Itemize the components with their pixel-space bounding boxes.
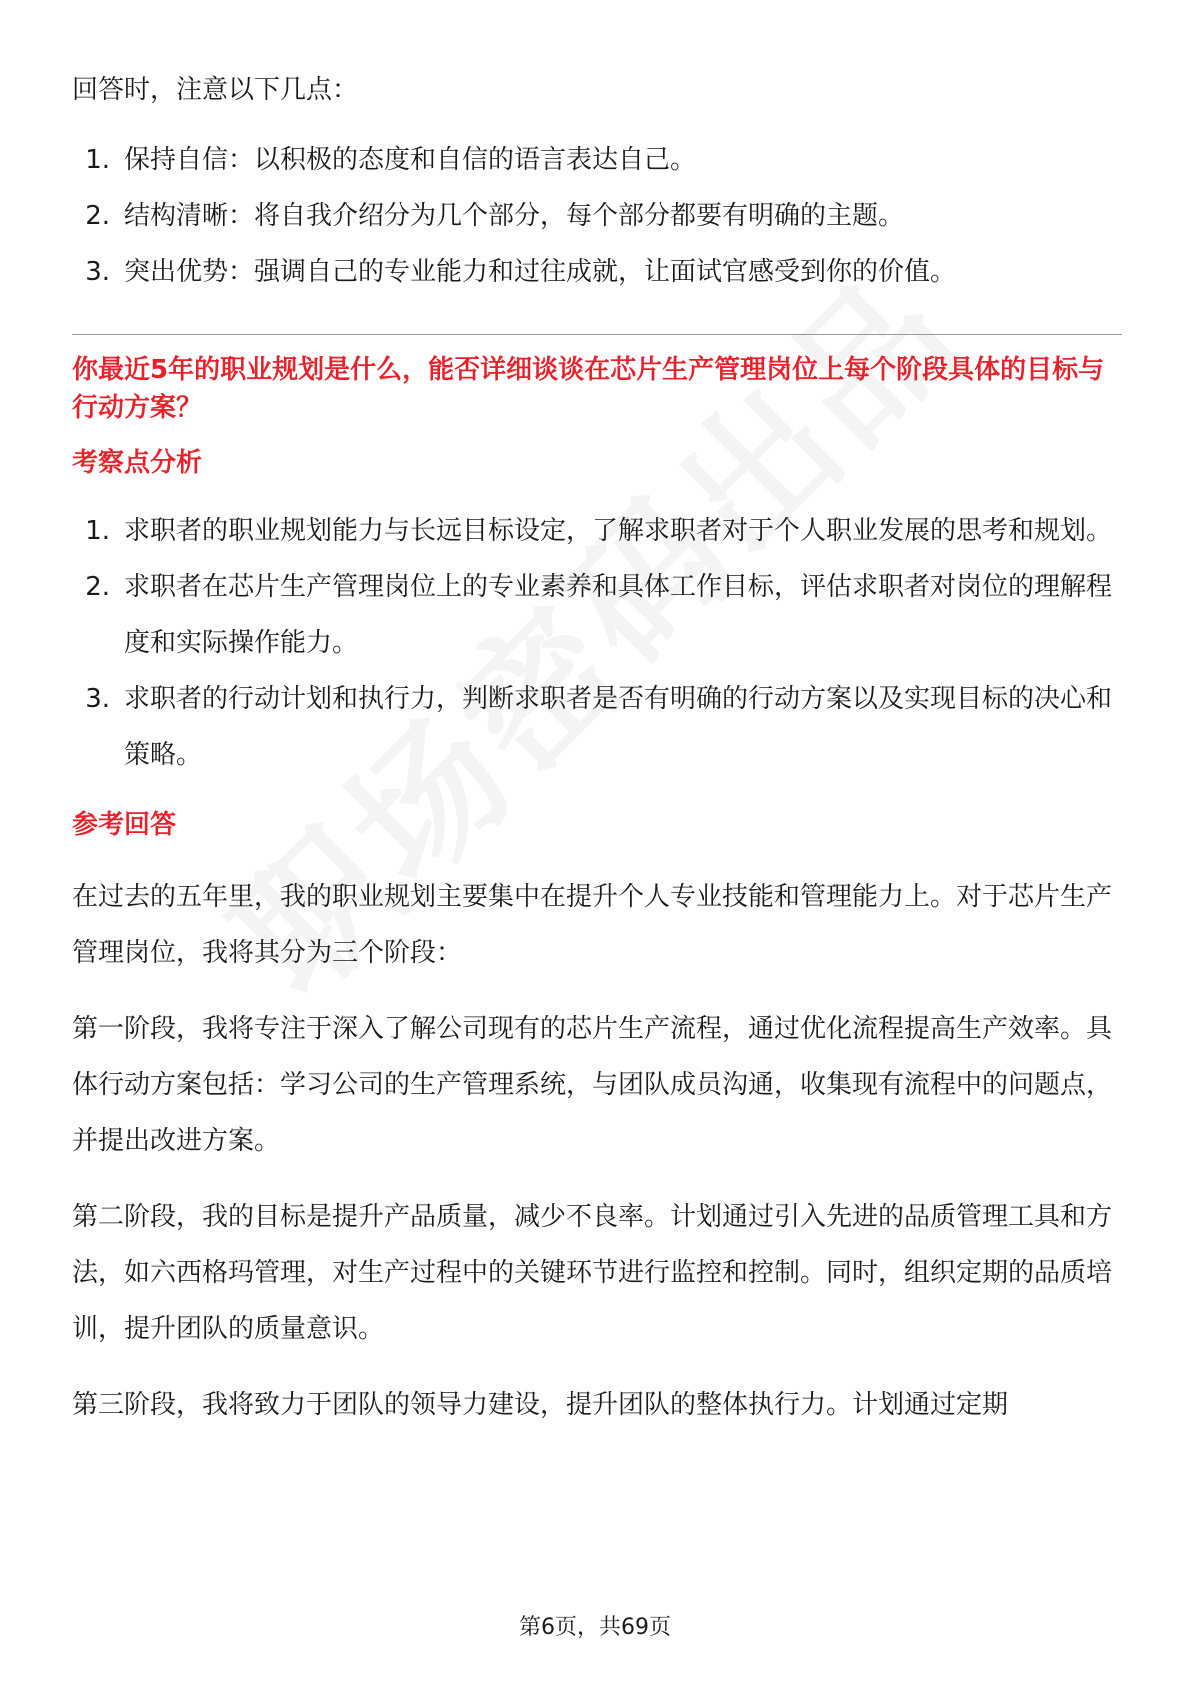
answer-paragraph: 在过去的五年里，我的职业规划主要集中在提升个人专业技能和管理能力上。对于芯片生产管理岗位，我将其分为三个阶段： <box>72 882 1113 968</box>
paragraph-spacer <box>72 1169 1122 1189</box>
list-text: 突出优势：强调自己的专业能力和过往成就，让面试官感受到你的价值。 <box>124 257 957 287</box>
page-content <box>72 62 1122 1433</box>
answer-paragraph: 第三阶段，我将致力于团队的领导力建设，提升团队的整体执行力。计划通过定期 <box>72 1390 1009 1420</box>
paragraph-spacer <box>72 981 1122 1001</box>
section-divider <box>72 334 1122 335</box>
analysis-heading: 考察点分析 <box>72 448 203 478</box>
paragraph-spacer <box>72 1357 1122 1377</box>
list-number: 1. <box>85 145 110 175</box>
analysis-list <box>72 503 1122 783</box>
list-number: 1. <box>85 516 110 546</box>
intro-text: 回答时，注意以下几点： <box>72 75 359 105</box>
list-item <box>72 132 1122 188</box>
list-item <box>72 188 1122 244</box>
tips-list <box>72 132 1122 300</box>
question-heading: 你最近5年的职业规划是什么，能否详细谈谈在芯片生产管理岗位上每个阶段具体的目标与行动方案？ <box>72 355 1105 423</box>
list-item <box>72 503 1122 559</box>
list-text: 结构清晰：将自我介绍分为几个部分，每个部分都要有明确的主题。 <box>124 201 905 231</box>
list-number: 3. <box>85 257 110 287</box>
list-item <box>72 671 1122 783</box>
list-number: 2. <box>85 572 110 602</box>
answer-heading: 参考回答 <box>72 810 177 840</box>
list-number: 3. <box>85 684 110 714</box>
list-text: 求职者的职业规划能力与长远目标设定，了解求职者对于个人职业发展的思考和规划。 <box>124 516 1113 546</box>
list-item <box>72 559 1122 671</box>
list-text: 保持自信：以积极的态度和自信的语言表达自己。 <box>124 145 697 175</box>
list-text: 求职者在芯片生产管理岗位上的专业素养和具体工作目标，评估求职者对岗位的理解程度和实际操作能力。 <box>124 572 1113 658</box>
answer-paragraph: 第一阶段，我将专注于深入了解公司现有的芯片生产流程，通过优化流程提高生产效率。具体行动方案包括：学习公司的生产管理系统，与团队成员沟通，收集现有流程中的问题点，并提出改进方案。 <box>72 1014 1113 1156</box>
list-item <box>72 244 1122 300</box>
answer-paragraph: 第二阶段，我的目标是提升产品质量，减少不良率。计划通过引入先进的品质管理工具和方法，如六西格玛管理，对生产过程中的关键环节进行监控和控制。同时，组织定期的品质培训，提升团队的质量意识。 <box>72 1202 1113 1344</box>
list-text: 求职者的行动计划和执行力，判断求职者是否有明确的行动方案以及实现目标的决心和策略。 <box>124 684 1113 770</box>
page-footer: 第6页，共69页 <box>519 1615 671 1640</box>
list-number: 2. <box>85 201 110 231</box>
